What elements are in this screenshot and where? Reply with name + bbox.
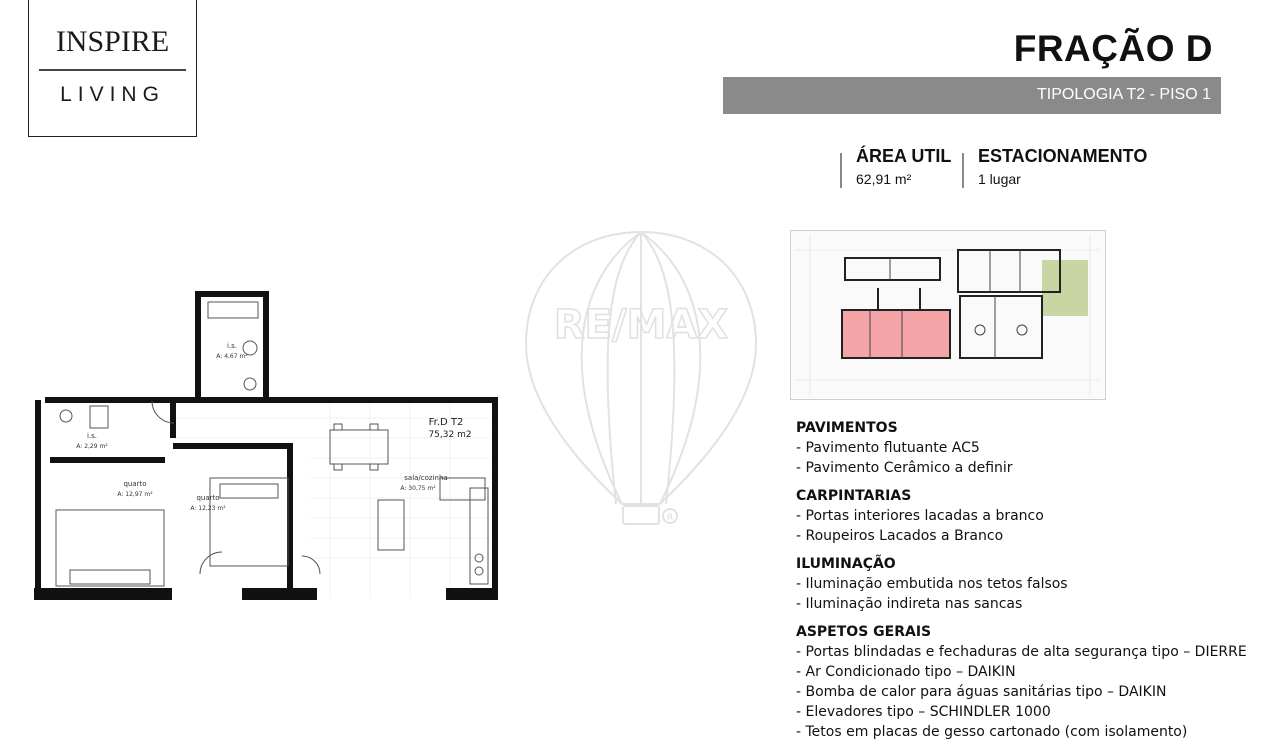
typology-bar [723,77,1221,114]
parking-label: ESTACIONAMENTO [978,146,1148,166]
unit-d-highlight [842,310,950,358]
room-area: A: 30,75 m² [400,485,436,492]
section-item: - Pavimento Cerâmico a definir [796,460,1013,476]
section-iluminacao [796,556,1266,614]
section-item: - Roupeiros Lacados a Branco [796,528,1004,544]
section-item: - Ar Condicionado tipo – DAIKIN [796,664,1016,680]
typology-label: TIPOLOGIA T2 - PISO 1 [1037,86,1211,103]
section-item: - Pavimento flutuante AC5 [796,440,980,456]
spec-divider [840,153,842,188]
section-carpintarias [796,488,1266,546]
section-item: - Iluminação indireta nas sancas [796,596,1023,612]
section-item: - Tetos em placas de gesso cartonado (com isolamento) [796,724,1188,740]
section-item: - Bomba de calor para águas sanitárias tipo – DAIKIN [796,684,1167,700]
section-heading: ASPETOS GERAIS [796,624,932,640]
room-name: i.s. [226,342,238,350]
remax-balloon-watermark [520,226,762,532]
room-name: quarto [196,494,220,502]
section-aspetos-gerais [796,624,1266,742]
page-title: FRAÇÃO D [1013,28,1213,69]
logo-divider [39,69,186,71]
area-value: 62,91 m² [856,171,912,187]
room-area: A: 12,23 m² [190,505,226,512]
watermark-text: RE/MAX [553,302,729,348]
room-area: A: 2,29 m² [76,443,108,450]
room-name: quarto [123,480,147,488]
section-item: - Iluminação embutida nos tetos falsos [796,576,1068,592]
area-label: ÁREA UTIL [856,146,952,166]
spec-divider [962,153,964,188]
brand-logo [28,0,197,137]
garden-area [1042,260,1088,316]
section-item: - Portas interiores lacadas a branco [796,508,1044,524]
room-area: A: 4,67 m² [216,353,248,360]
room-name: sala/cozinha [404,474,448,482]
parking-value: 1 lugar [978,171,1021,187]
section-item: - Elevadores tipo – SCHINDLER 1000 [796,704,1051,720]
watermark-mark: R [666,513,674,523]
room-area: A: 12,97 m² [117,491,153,498]
specifications-list [796,420,1266,752]
section-pavimentos [796,420,1266,478]
section-item: - Portas blindadas e fechaduras de alta segurança tipo – DIERRE [796,644,1247,660]
section-heading: ILUMINAÇÃO [796,556,896,572]
logo-line2: LIVING [60,83,165,106]
unit-area: 75,32 m2 [428,430,472,440]
room-name: i.s. [86,432,98,440]
building-key-plan [790,230,1106,400]
unit-label: Fr.D T2 [428,417,464,428]
logo-line1: INSPIRE [55,25,170,58]
unit-floor-plan [30,288,500,608]
section-heading: CARPINTARIAS [796,488,912,504]
section-heading: PAVIMENTOS [796,420,898,436]
